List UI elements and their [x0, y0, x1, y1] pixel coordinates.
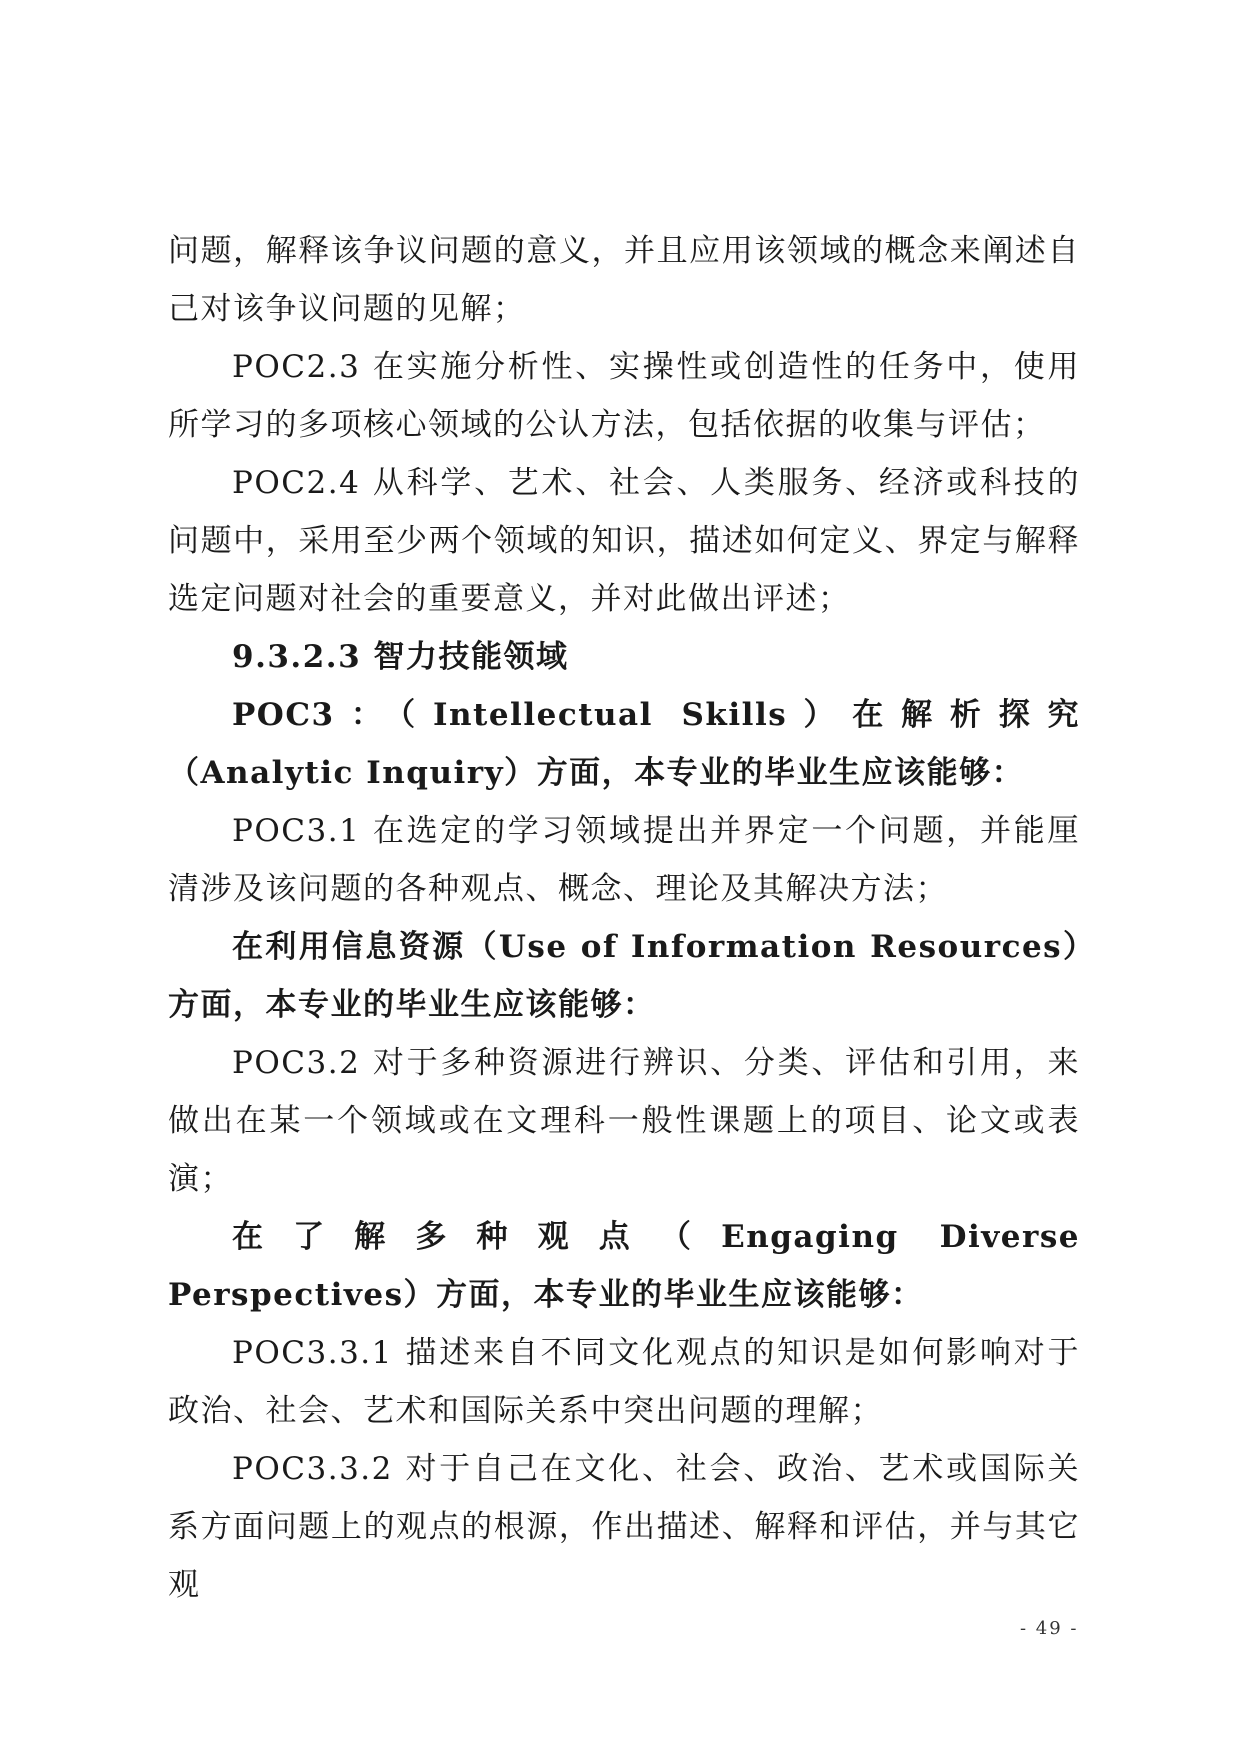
paragraph-poc3-2: POC3.2 对于多种资源进行辨识、分类、评估和引用，来做出在某一个领域或在文理科一般性课题上的项目、论文或表演；: [168, 1045, 1080, 1197]
section-heading-intellectual-skills: 9.3.2.3 智力技能领域: [232, 639, 569, 675]
paragraph-poc3-1: POC3.1 在选定的学习领域提出并界定一个问题，并能厘清涉及该问题的各种观点、概念、理论及其解决方法；: [168, 813, 1080, 907]
paragraph-poc3-intro: POC3：（Intellectual Skills）在解析探究（Analytic Inquiry）方面，本专业的毕业生应该能够：: [168, 697, 1080, 791]
paragraph-information-resources-intro: 在利用信息资源（Use of Information Resources）方面，本专业的毕业生应该能够：: [168, 929, 1080, 1023]
paragraph-poc2-4: POC2.4 从科学、艺术、社会、人类服务、经济或科技的问题中，采用至少两个领域的知识，描述如何定义、界定与解释选定问题对社会的重要意义，并对此做出评述；: [168, 465, 1080, 617]
paragraph-diverse-perspectives-intro: 在了解多种观点（Engaging Diverse Perspectives）方面，本专业的毕业生应该能够：: [168, 1219, 1080, 1313]
document-body: [168, 222, 1080, 1614]
page-number: - 49 -: [1020, 1618, 1079, 1639]
paragraph-continuation: 问题，解释该争议问题的意义，并且应用该领域的概念来阐述自己对该争议问题的见解；: [168, 233, 1080, 327]
paragraph-poc3-3-1: POC3.3.1 描述来自不同文化观点的知识是如何影响对于政治、社会、艺术和国际关系中突出问题的理解；: [168, 1335, 1080, 1429]
paragraph-poc3-3-2: POC3.3.2 对于自己在文化、社会、政治、艺术或国际关系方面问题上的观点的根源，作出描述、解释和评估，并与其它观: [168, 1451, 1080, 1603]
paragraph-poc2-3: POC2.3 在实施分析性、实操性或创造性的任务中，使用所学习的多项核心领域的公认方法，包括依据的收集与评估；: [168, 349, 1080, 443]
